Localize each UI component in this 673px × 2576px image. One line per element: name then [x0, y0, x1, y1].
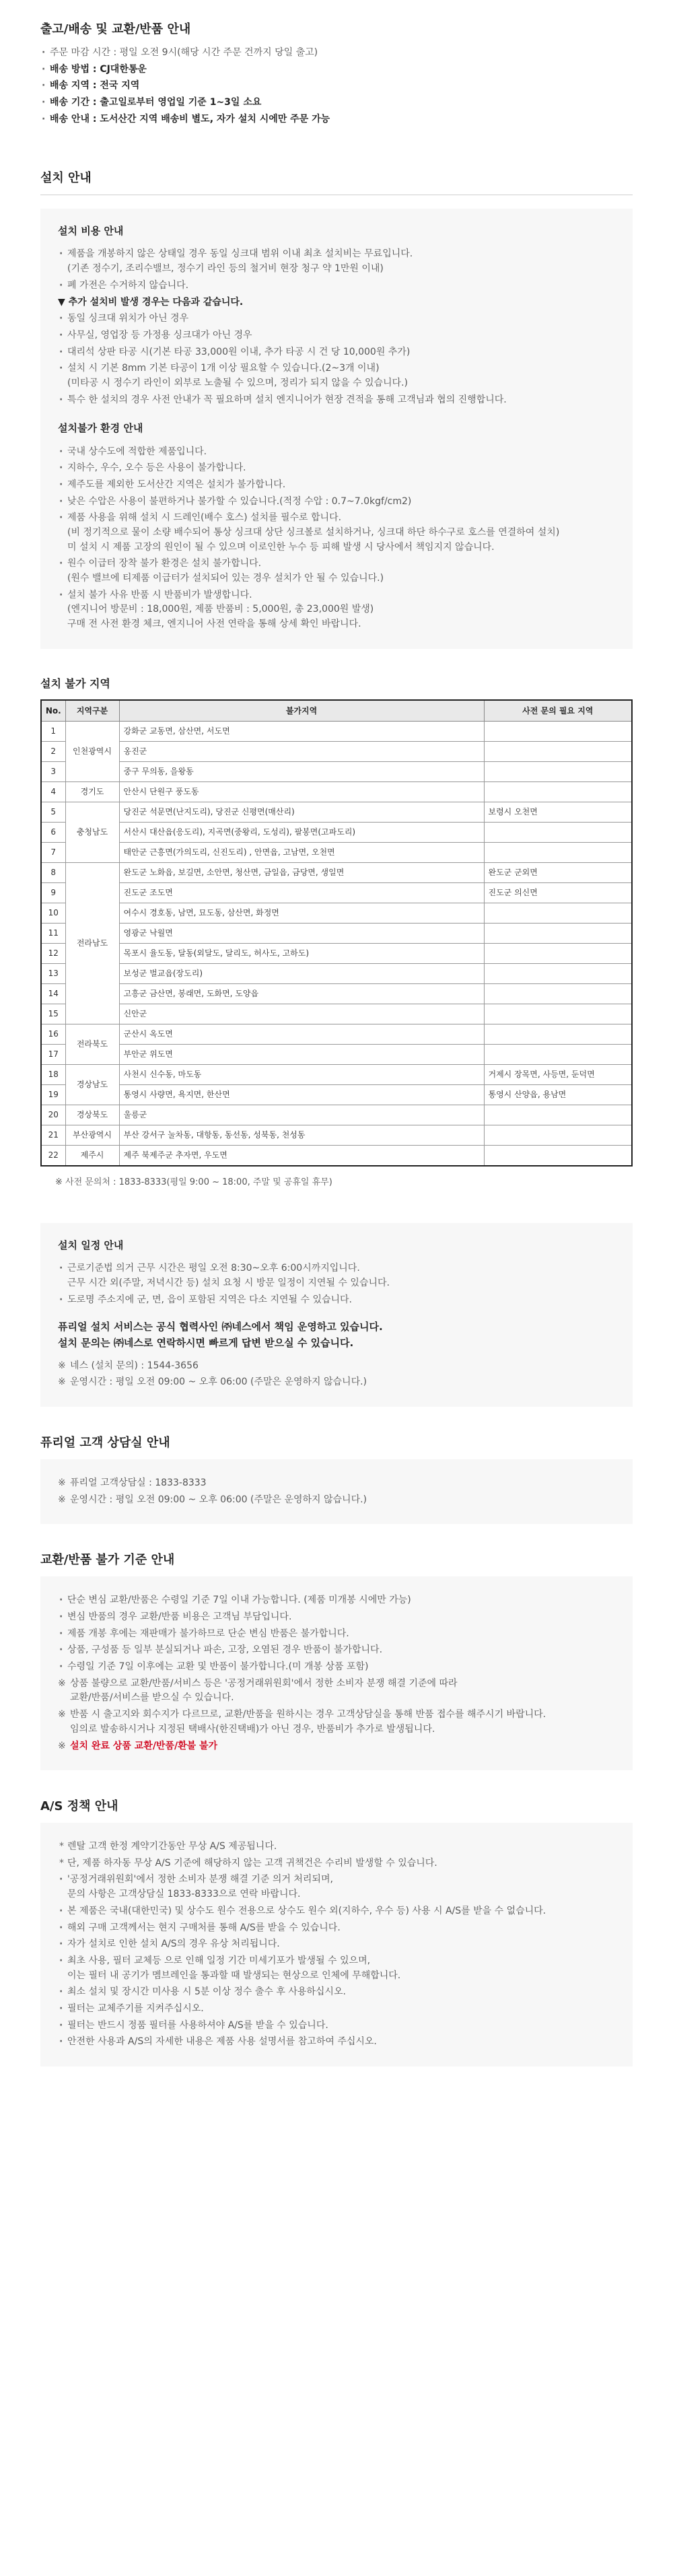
as-list [58, 1840, 615, 2050]
pre-inquiry-cell: 진도군 의신면 [484, 883, 632, 903]
table-row [41, 944, 632, 964]
row-number: 18 [41, 1065, 65, 1085]
list-item: · 변심 반품의 경우 교환/반품 비용은 고객님 부담입니다. [58, 1610, 615, 1625]
row-number: 11 [41, 924, 65, 944]
table-row [41, 903, 632, 924]
row-number: 1 [41, 722, 65, 742]
schedule-section [40, 1223, 633, 1407]
list-item: · 배송 지역 : 전국 지역 [40, 79, 633, 94]
list-item: · 동일 싱크대 위치가 아닌 경우 [58, 312, 615, 326]
list-item: · 설치 불가 사유 반품 시 반품비가 발생합니다. (엔지니어 방문비 : 18,000원, 제품 반품비 : 5,000원, 총 23,000원 발생) 구매 전 사전 환경 체크, 엔지니어 사전 연락을 통해 상세 확인 바랍니다. [58, 588, 615, 632]
shipping-list [40, 46, 633, 127]
table-row [41, 722, 632, 742]
table-row [41, 823, 632, 843]
pre-inquiry-cell: 거제시 장목면, 사등면, 둔덕면 [484, 1065, 632, 1085]
table-row [41, 843, 632, 863]
exchange-box [40, 1576, 633, 1770]
table-row [41, 1004, 632, 1024]
list-item: · 상품, 구성품 등 일부 분실되거나 파손, 고장, 오염된 경우 반품이 불가합니다. [58, 1643, 615, 1658]
list-item: * 단, 제품 하자동 무상 A/S 기준에 해당하지 않는 고객 귀책건은 수리비 발생할 수 있습니다. [58, 1856, 615, 1871]
list-item: · 자가 설치로 인한 설치 A/S의 경우 유상 처리됩니다. [58, 1937, 615, 1952]
list-item: · 도로명 주소지에 군, 면, 읍이 포함된 지역은 다소 지연될 수 있습니다. [58, 1293, 615, 1308]
row-number: 2 [41, 742, 65, 762]
table-row [41, 964, 632, 984]
region-cell: 경기도 [65, 782, 119, 802]
schedule-box [40, 1223, 633, 1407]
area-cell: 울릉군 [119, 1105, 484, 1125]
install-section [40, 169, 633, 649]
area-cell: 안산시 단원구 풍도동 [119, 782, 484, 802]
area-cell: 태안군 근흥면(가의도리, 신진도리) , 안면읍, 고남면, 오천면 [119, 843, 484, 863]
pre-inquiry-cell [484, 782, 632, 802]
table-row [41, 883, 632, 903]
row-number: 10 [41, 903, 65, 924]
row-number: 19 [41, 1085, 65, 1105]
pre-inquiry-cell [484, 1045, 632, 1065]
area-cell: 강화군 교동면, 삼산면, 서도면 [119, 722, 484, 742]
schedule-notes [58, 1359, 615, 1390]
area-cell: 통영시 사량면, 욕지면, 한산면 [119, 1085, 484, 1105]
pre-inquiry-cell: 보령시 오천면 [484, 802, 632, 823]
row-number: 12 [41, 944, 65, 964]
area-cell: 고흥군 금산면, 봉래면, 도화면, 도양읍 [119, 984, 484, 1004]
list-item: · 사무실, 영업장 등 가정용 싱크대가 아닌 경우 [58, 328, 615, 343]
row-number: 15 [41, 1004, 65, 1024]
region-cell: 부산광역시 [65, 1125, 119, 1146]
table-row [41, 1105, 632, 1125]
row-number: 20 [41, 1105, 65, 1125]
install-title: 설치 안내 [40, 171, 92, 186]
list-item: · 필터는 교체주기를 지켜주십시오. [58, 2002, 615, 2017]
list-item: · 수령일 기준 7일 이후에는 교환 및 반품이 불가합니다.(미 개봉 상품 포함) [58, 1660, 615, 1675]
table-row [41, 1085, 632, 1105]
list-item: · '공정거래위원회'에서 정한 소비자 분쟁 해결 기준 의거 처리되며, 문의 사항은 고객상담실 1833-8333으로 연락 바랍니다. [58, 1873, 615, 1902]
region-cell: 경상북도 [65, 1105, 119, 1125]
region-cell: 전라남도 [65, 863, 119, 1024]
row-number: 7 [41, 843, 65, 863]
region-cell: 인천광역시 [65, 722, 119, 782]
area-note: ※ 사전 문의처 : 1833-8333(평일 9:00 ~ 18:00, 주말 및 공휴일 휴무) [55, 1177, 332, 1187]
row-number: 6 [41, 823, 65, 843]
table-row [41, 782, 632, 802]
table-header-cell: No. [41, 700, 65, 722]
area-cell: 당진군 석문면(난지도리), 당진군 신평면(매산리) [119, 802, 484, 823]
pre-inquiry-cell [484, 823, 632, 843]
region-cell: 제주시 [65, 1146, 119, 1166]
table-header-cell: 지역구분 [65, 700, 119, 722]
table-row [41, 984, 632, 1004]
pre-inquiry-cell [484, 1105, 632, 1125]
cs-title: 퓨리얼 고객 상담실 안내 [40, 1436, 170, 1451]
list-item: · 제품 사용을 위해 설치 시 드레인(배수 호스) 설치를 필수로 합니다. (비 정기적으로 물이 소량 배수되어 통상 싱크대 상단 싱크볼로 설치하거나, 싱크대 하단 하수구로 호스를 연결하여 설치) 미 설치 시 제품 고장의 원인이 될 수 있으며 이로인한 누수 등 피해 발생 시 당사에서 책임지지 않습니다. [58, 511, 615, 555]
install-cost-title: 설치 비용 안내 [58, 225, 124, 238]
row-number: 22 [41, 1146, 65, 1166]
exchange-section [40, 1551, 633, 1770]
list-item: · 근로기준법 의거 근무 시간은 평일 오전 8:30~오후 6:00시까지입니다. 근무 시간 외(주말, 저녁시간 등) 설치 요청 시 방문 일정이 지연될 수 있습니다. [58, 1261, 615, 1290]
shipping-title: 출고/배송 및 교환/반품 안내 [40, 22, 191, 36]
region-cell: 경상남도 [65, 1065, 119, 1105]
list-item: · 대리석 상판 타공 시(기본 타공 33,000원 이내, 추가 타공 시 건 당 10,000원 추가) [58, 345, 615, 360]
table-row [41, 762, 632, 782]
row-number: 16 [41, 1024, 65, 1045]
as-section [40, 1797, 633, 2066]
row-number: 3 [41, 762, 65, 782]
list-item: * 렌탈 고객 한정 계약기간동안 무상 A/S 제공됩니다. [58, 1840, 615, 1854]
list-item: · 최소 설치 및 장시간 미사용 시 5분 이상 정수 출수 후 사용하십시오. [58, 1985, 615, 2000]
list-item: ※ 운영시간 : 평일 오전 09:00 ~ 오후 06:00 (주말은 운영하지 않습니다.) [58, 1375, 615, 1390]
area-cell: 옹진군 [119, 742, 484, 762]
list-item: · 안전한 사용과 A/S의 자세한 내용은 제품 사용 설명서를 참고하여 주십시오. [58, 2035, 615, 2050]
pre-inquiry-cell [484, 742, 632, 762]
list-item: · 제품을 개봉하지 않은 상태일 경우 동일 싱크대 범위 이내 최초 설치비는 무료입니다. (기존 정수기, 조리수밸브, 정수기 라인 등의 철거비 현장 청구 약 1만원 이내) [58, 247, 615, 276]
as-box [40, 1823, 633, 2066]
pre-inquiry-cell [484, 722, 632, 742]
area-cell: 부안군 위도면 [119, 1045, 484, 1065]
list-item: · 국내 상수도에 적합한 제품입니다. [58, 445, 615, 460]
area-cell: 중구 무의동, 을왕동 [119, 762, 484, 782]
exchange-title: 교환/반품 불가 기준 안내 [40, 1553, 175, 1568]
list-item: · 특수 한 설치의 경우 사전 안내가 꼭 필요하며 설치 엔지니어가 현장 견적을 통해 고객님과 협의 진행합니다. [58, 393, 615, 408]
schedule-title: 설치 일정 안내 [58, 1239, 124, 1251]
shipping-section [40, 20, 633, 127]
pre-inquiry-cell [484, 843, 632, 863]
area-cell: 영광군 낙월면 [119, 924, 484, 944]
table-row [41, 1024, 632, 1045]
row-number: 17 [41, 1045, 65, 1065]
list-item: · 필터는 반드시 정품 필터를 사용하셔야 A/S를 받을 수 있습니다. [58, 2019, 615, 2033]
list-item: ※ 설치 완료 상품 교환/반품/환불 불가 [58, 1739, 615, 1754]
as-title: A/S 정책 안내 [40, 1799, 118, 1814]
cs-section [40, 1434, 633, 1524]
schedule-strong: 퓨리얼 설치 서비스는 공식 협력사인 ㈜네스에서 책임 운영하고 있습니다. 설치 문의는 ㈜네스로 연락하시면 빠르게 답변 받으실 수 있습니다. [58, 1321, 383, 1349]
list-item: · 주문 마감 시간 : 평일 오전 9시(해당 시간 주문 건까지 당일 출고) [40, 46, 633, 61]
list-item: ※ 반품 시 출고지와 회수지가 다르므로, 교환/반품을 원하시는 경우 고객상담실을 통해 반품 접수를 해주시기 바랍니다. 임의로 발송하시거나 지정된 택배사(한진택배)가 아닌 경우, 반품비가 추가로 발생됩니다. [58, 1708, 615, 1737]
pre-inquiry-cell [484, 984, 632, 1004]
region-cell: 충청남도 [65, 802, 119, 863]
pre-inquiry-cell: 완도군 군외면 [484, 863, 632, 883]
area-cell: 부산 강서구 눌차동, 대항동, 동선동, 성북동, 천성동 [119, 1125, 484, 1146]
list-item: · 제품 개봉 후에는 재판매가 불가하므로 단순 변심 반품은 불가합니다. [58, 1627, 615, 1642]
row-number: 8 [41, 863, 65, 883]
schedule-list [58, 1261, 615, 1307]
list-item: · 지하수, 우수, 오수 등은 사용이 불가합니다. [58, 461, 615, 476]
row-number: 13 [41, 964, 65, 984]
area-table [40, 699, 633, 1167]
area-cell: 진도군 조도면 [119, 883, 484, 903]
list-item: ※ 네스 (설치 문의) : 1544-3656 [58, 1359, 615, 1374]
area-cell: 여수시 경호동, 남면, 묘도동, 삼산면, 화정면 [119, 903, 484, 924]
area-section [40, 676, 633, 1189]
pre-inquiry-cell [484, 903, 632, 924]
table-row [41, 1125, 632, 1146]
install-env-title: 설치불가 환경 안내 [58, 422, 143, 435]
pre-inquiry-cell [484, 1125, 632, 1146]
area-cell: 사천시 신수동, 마도동 [119, 1065, 484, 1085]
list-item: ▼ 추가 설치비 발생 경우는 다음과 같습니다. [58, 296, 244, 308]
area-cell: 서산시 대산읍(응도리), 지곡면(중왕리, 도성리), 팔봉면(고파도리) [119, 823, 484, 843]
cs-box [40, 1459, 633, 1524]
list-item: · 최초 사용, 필터 교체등 으로 인해 일정 기간 미세기포가 발생될 수 있으며, 이는 필터 내 공기가 멤브레인을 통과할 때 발생되는 현상으로 인체에 무해합니다. [58, 1954, 615, 1983]
cs-notes [58, 1476, 615, 1507]
list-item: ※ 운영시간 : 평일 오전 09:00 ~ 오후 06:00 (주말은 운영하지 않습니다.) [58, 1493, 615, 1508]
table-row [41, 802, 632, 823]
list-item: · 본 제품은 국내(대한민국) 및 상수도 원수 전용으로 상수도 원수 외(지하수, 우수 등) 사용 시 A/S를 받을 수 없습니다. [58, 1904, 615, 1919]
table-header-cell: 사전 문의 필요 지역 [484, 700, 632, 722]
list-item: · 배송 방법 : CJ대한통운 [40, 63, 633, 77]
list-item: · 해외 구매 고객께서는 현지 구매처를 통해 A/S를 받을 수 있습니다. [58, 1921, 615, 1936]
area-title: 설치 불가 지역 [40, 676, 110, 690]
list-item: · 낮은 수압은 사용이 불편하거나 불가할 수 있습니다.(적정 수압 : 0.7~7.0kgf/cm2) [58, 495, 615, 510]
area-cell: 제주 북제주군 추자면, 우도면 [119, 1146, 484, 1166]
area-cell: 신안군 [119, 1004, 484, 1024]
list-item: · 폐 가전은 수거하지 않습니다. [58, 279, 615, 293]
install-box [40, 209, 633, 649]
table-row [41, 924, 632, 944]
area-cell: 보성군 벌교읍(장도리) [119, 964, 484, 984]
pre-inquiry-cell: 통영시 산양읍, 용남면 [484, 1085, 632, 1105]
region-cell: 전라북도 [65, 1024, 119, 1065]
pre-inquiry-cell [484, 1146, 632, 1166]
list-item: ※ 상품 불량으로 교환/반품/서비스 등은 '공정거래위원회'에서 정한 소비자 분쟁 해결 기준에 따라 교환/반품/서비스를 받으실 수 있습니다. [58, 1677, 615, 1706]
pre-inquiry-cell [484, 944, 632, 964]
pre-inquiry-cell [484, 964, 632, 984]
pre-inquiry-cell [484, 1004, 632, 1024]
list-item: · 배송 안내 : 도서산간 지역 배송비 별도, 자가 설치 시에만 주문 가능 [40, 112, 633, 127]
table-row [41, 1065, 632, 1085]
row-number: 14 [41, 984, 65, 1004]
pre-inquiry-cell [484, 924, 632, 944]
pre-inquiry-cell [484, 762, 632, 782]
list-item: · 설치 시 기본 8mm 기본 타공이 1개 이상 필요할 수 있습니다.(2~3개 이내) (미타공 시 정수기 라인이 외부로 노출될 수 있으며, 정리가 되지 않을 수 있습니다.) [58, 361, 615, 390]
list-item: · 제주도를 제외한 도서산간 지역은 설치가 불가합니다. [58, 478, 615, 493]
install-env-list [58, 445, 615, 632]
pre-inquiry-cell [484, 1024, 632, 1045]
list-item: · 단순 변심 교환/반품은 수령일 기준 7일 이내 가능합니다. (제품 미개봉 시에만 가능) [58, 1593, 615, 1608]
area-cell: 목포시 율도동, 달동(외달도, 달리도, 허사도, 고하도) [119, 944, 484, 964]
exchange-list [58, 1593, 615, 1753]
install-cost-list [58, 247, 615, 407]
row-number: 4 [41, 782, 65, 802]
list-item: · 원수 이급터 장착 불가 환경은 설치 불가합니다. (원수 밸브에 티제품 이급터가 설치되어 있는 경우 설치가 안 될 수 있습니다.) [58, 557, 615, 586]
row-number: 9 [41, 883, 65, 903]
area-cell: 군산시 옥도면 [119, 1024, 484, 1045]
table-row [41, 742, 632, 762]
table-row [41, 863, 632, 883]
row-number: 21 [41, 1125, 65, 1146]
table-header-cell: 불가지역 [119, 700, 484, 722]
list-item: · 배송 기간 : 출고일로부터 영업일 기준 1~3일 소요 [40, 96, 633, 110]
table-row [41, 1045, 632, 1065]
area-cell: 완도군 노화읍, 보길면, 소안면, 청산면, 금일읍, 금당면, 생일면 [119, 863, 484, 883]
row-number: 5 [41, 802, 65, 823]
table-row [41, 1146, 632, 1166]
list-item: ※ 퓨리얼 고객상담실 : 1833-8333 [58, 1476, 615, 1491]
